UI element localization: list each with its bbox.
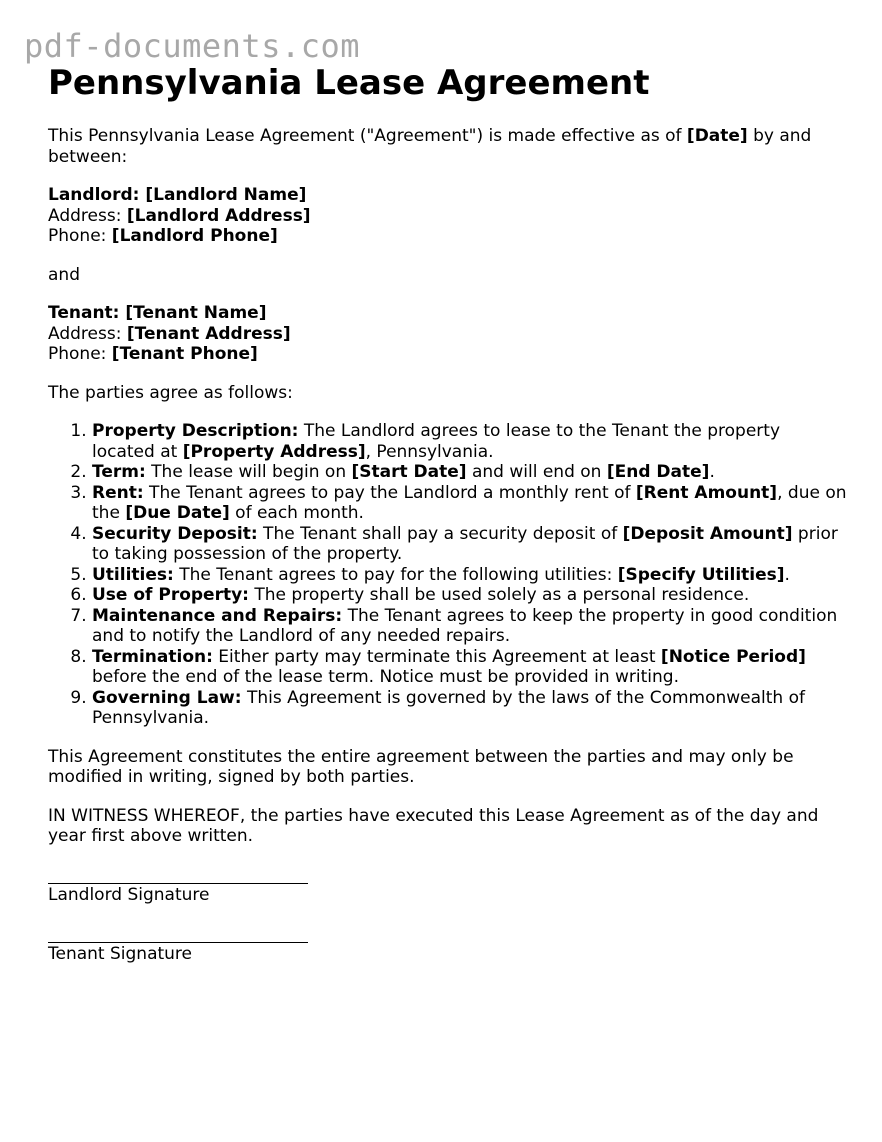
tenant-block [48,303,848,365]
parties-agree-text: The parties agree as follows: [48,382,293,403]
term-placeholder: [Specify Utilities] [617,564,785,585]
terms-list [48,421,848,729]
term-title: Term: [92,462,146,482]
term-text: , Pennsylvania. [365,441,494,462]
term-item [92,462,848,483]
term-text: before the end of the lease term. Notice must be provided in writing. [92,667,679,687]
term-text: prior to taking possession of the property. [92,523,838,564]
term-title: Maintenance and Repairs: [92,605,343,626]
and-text: and [48,264,80,285]
landlord-phone-label: Phone: [48,226,112,246]
document-title: Pennsylvania Lease Agreement [48,63,650,103]
tenant-address-line [48,324,848,345]
tenant-name-line [48,303,848,324]
landlord-name-line [48,185,848,206]
term-item [92,524,848,565]
entire-agreement-paragraph: This Agreement constitutes the entire agreement between the parties and may only be modified in writing, signed by both parties. [48,746,794,787]
term-title: Security Deposit: [92,523,258,544]
witness-paragraph: IN WITNESS WHEREOF, the parties have executed this Lease Agreement as of the day and year first above written. [48,805,819,846]
term-title: Property Description: [92,421,299,441]
term-title: Use of Property: [92,585,249,605]
landlord-address-line [48,206,848,227]
term-placeholder: [Property Address] [182,441,366,462]
term-title: Utilities: [92,564,174,585]
term-text: . [709,462,715,482]
term-item [92,585,848,606]
term-text: The Tenant agrees to pay the Landlord a monthly rent of [143,482,636,503]
term-text: , due on the [92,482,847,523]
landlord-address-label: Address: [48,205,127,226]
term-title: Rent: [92,482,144,503]
landlord-signature-label: Landlord Signature [48,884,210,905]
term-item [92,688,848,729]
term-text: The Tenant shall pay a security deposit of [257,523,623,544]
term-item [92,483,848,524]
term-text: The Tenant agrees to keep the property in good condition and to notify the Landlord of any needed repairs. [92,605,838,646]
lease-document [48,62,848,965]
term-title: Termination: [92,646,213,667]
term-placeholder: [Start Date] [351,462,467,482]
term-text: This Agreement is governed by the laws of the Commonwealth of Pennsylvania. [92,687,805,728]
landlord-name: [Landlord Name] [145,185,307,205]
watermark: pdf-documents.com [24,27,361,65]
term-placeholder: [Notice Period] [660,646,806,667]
term-item [92,647,848,688]
term-placeholder: [End Date] [606,462,710,482]
term-placeholder: [Due Date] [125,503,230,523]
term-text: The Tenant agrees to pay for the following utilities: [173,564,618,585]
tenant-phone: [Tenant Phone] [111,344,258,364]
landlord-phone: [Landlord Phone] [111,226,278,246]
tenant-label: Tenant: [48,303,126,323]
term-item [92,606,848,647]
landlord-address: [Landlord Address] [126,205,311,226]
tenant-phone-line [48,344,848,365]
landlord-signature-line[interactable] [48,883,308,884]
intro-text-end: by and between: [48,126,812,167]
tenant-name: [Tenant Name] [125,303,267,323]
term-text: The property shall be used solely as a personal residence. [248,585,750,605]
term-text: . [784,564,790,585]
tenant-signature-line[interactable] [48,942,308,943]
tenant-signature-label: Tenant Signature [48,944,193,964]
term-text: The Landlord agrees to lease to the Tenant the property located at [92,421,781,462]
term-title: Governing Law: [92,687,242,708]
term-text: of each month. [229,503,364,523]
landlord-label: Landlord: [48,185,146,205]
landlord-phone-line [48,226,848,247]
intro-text-start: This Pennsylvania Lease Agreement ("Agreement") is made effective as of [48,126,687,146]
tenant-phone-label: Phone: [48,344,112,364]
intro-paragraph [48,126,848,167]
term-text: and will end on [466,462,607,482]
term-text: The lease will begin on [145,462,352,482]
effective-date-placeholder: [Date] [686,126,748,146]
landlord-block [48,185,848,247]
term-text: Either party may terminate this Agreement at least [212,646,661,667]
term-placeholder: [Deposit Amount] [622,523,793,544]
term-item [92,565,848,586]
tenant-address-label: Address: [48,323,127,344]
term-item [92,421,848,462]
tenant-address: [Tenant Address] [126,323,291,344]
term-placeholder: [Rent Amount] [635,482,778,503]
